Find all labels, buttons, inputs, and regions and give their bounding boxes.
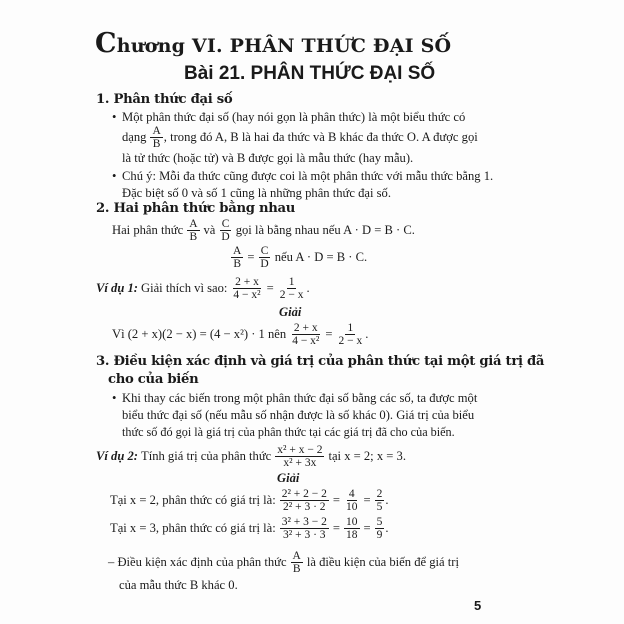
numerator: A [189,217,198,230]
equals: = [332,521,340,535]
equals: = [363,521,371,535]
text: , trong đó A, B là hai đa thức và B khác đa thức O. A được gọi [163,130,478,144]
equals: = [325,327,333,341]
text: Một phân thức đại số (hay nói gọn là phân thức) là một biểu thức có [122,110,466,124]
fraction [231,276,262,301]
fraction [336,322,364,347]
s2-line2 [230,244,367,270]
section-3-heading-line1: 3. Điều kiện xác định và giá trị của phân thức tại một giá trị đã [96,354,545,369]
denominator: D [260,257,269,270]
text: Tại x = 2, phân thức có giá trị là: [110,493,276,507]
condition-note-line2: của mẫu thức B khác 0. [119,578,238,592]
denominator: B [292,562,301,575]
example-1-solution [112,321,368,347]
condition-note-line1 [108,549,459,575]
s1-bullet1-line1 [112,110,466,124]
bullet: • [112,169,117,183]
s3-bullet-line1 [112,391,478,405]
example-label: Ví dụ 2: [96,449,138,463]
denominator: 2 − x [338,334,363,347]
denominator: 2 − x [279,288,304,301]
numerator: A [233,244,242,257]
text: Giải thích vì sao: [141,281,228,295]
text: Khi thay các biến trong một phân thức đại số bằng các số, ta được một [122,391,478,405]
example-2-result-x2 [110,487,389,513]
denominator: B [233,257,241,270]
period: . [385,521,389,535]
denominator: B [152,137,161,150]
numerator: 2 [376,487,383,500]
denominator: 4 − x² [233,288,261,301]
fraction-a-b [150,125,162,150]
equals: = [266,281,274,295]
solution-label: Giải [279,305,302,319]
fraction [375,488,385,513]
equals: = [247,250,255,264]
denominator: D [221,230,230,243]
s3-bullet-line3: thức số đó gọi là giá trị của phân thức tại các giá trị đã cho của biến. [122,425,455,439]
period: . [365,327,369,341]
fraction [280,488,329,513]
solution-label: Giải [277,471,300,485]
text: tại x = 2; x = 3. [328,449,406,463]
numerator: 1 [347,321,354,334]
numerator: 4 [348,487,355,500]
period: . [306,281,310,295]
s1-bullet1-line3: là tử thức (hoặc tử) và B được gọi là mẫu thức (hay mẫu). [122,151,414,165]
denominator: 9 [376,528,383,541]
fraction [280,516,329,541]
period: . [385,493,389,507]
chapter-title [95,28,451,60]
denominator: 10 [346,500,358,513]
text: Tính giá trị của phân thức [141,449,272,463]
example-2-result-x3 [110,515,389,541]
chapter-title-text: hương VI. PHÂN THỨC ĐẠI SỐ [116,35,452,57]
text: – Điều kiện xác định của phân thức [108,555,287,569]
fraction [344,488,360,513]
text: là điều kiện của biến để giá trị [306,555,459,569]
chapter-initial: C [95,28,117,59]
text: nếu A · D = B · C. [274,250,368,264]
fraction [290,322,321,347]
section-2-heading: 2. Hai phân thức bằng nhau [96,201,296,216]
text: Tại x = 3, phân thức có giá trị là: [110,521,276,535]
text: Chú ý: Mỗi đa thức cũng được coi là một phân thức với mẫu thức bằng 1. [122,169,494,183]
equals: = [363,493,371,507]
numerator: 3² + 3 − 2 [281,515,327,528]
section-3-heading-line2: cho của biến [108,372,199,387]
text: gọi là bằng nhau nếu A · D = B · C. [235,223,415,237]
fraction-c-d [258,245,270,270]
numerator: A [152,124,161,137]
s3-bullet-line2: biểu thức đại số (nếu mẫu số nhận được là số khác 0). Giá trị của biểu [122,408,475,422]
fraction-a-b [291,550,303,575]
s1-bullet2-line1 [112,169,494,183]
numerator: 2² + 2 − 2 [281,487,327,500]
numerator: x² + x − 2 [277,443,323,456]
numerator: C [221,217,230,230]
numerator: 2 + x [293,321,318,334]
bullet: • [112,110,117,124]
text: dạng [122,130,147,144]
page-number: 5 [474,598,482,613]
fraction [344,516,360,541]
denominator: 4 − x² [292,334,320,347]
fraction [275,444,324,469]
text: Hai phân thức [112,223,184,237]
denominator: 2² + 3 · 2 [283,500,326,513]
denominator: 18 [346,528,358,541]
fraction [278,276,306,301]
numerator: C [260,244,269,257]
example-2 [96,443,406,469]
text: và [203,223,216,237]
bullet: • [112,391,117,405]
s1-bullet2-line2: Đặc biệt số 0 và số 1 cũng là những phân thức đại số. [122,186,391,200]
fraction-a-b [231,245,243,270]
denominator: 5 [376,500,383,513]
section-1-heading: 1. Phân thức đại số [96,92,233,107]
s2-line1 [112,217,415,243]
numerator: 2 + x [235,275,259,288]
numerator: 5 [376,515,383,528]
lesson-title: Bài 21. PHÂN THỨC ĐẠI SỐ [184,63,436,84]
numerator: 10 [346,515,358,528]
fraction-a-b [187,218,199,243]
denominator: B [189,230,198,243]
text: Vì (2 + x)(2 − x) = (4 − x²) · 1 nên [112,327,287,341]
fraction-c-d [219,218,231,243]
numerator: 1 [288,275,295,288]
equals: = [332,493,340,507]
denominator: x² + 3x [283,456,317,469]
example-label: Ví dụ 1: [96,281,138,295]
s1-bullet1-line2 [122,124,478,150]
denominator: 3² + 3 · 3 [283,528,326,541]
fraction [375,516,385,541]
example-1 [96,275,310,301]
numerator: A [292,549,301,562]
